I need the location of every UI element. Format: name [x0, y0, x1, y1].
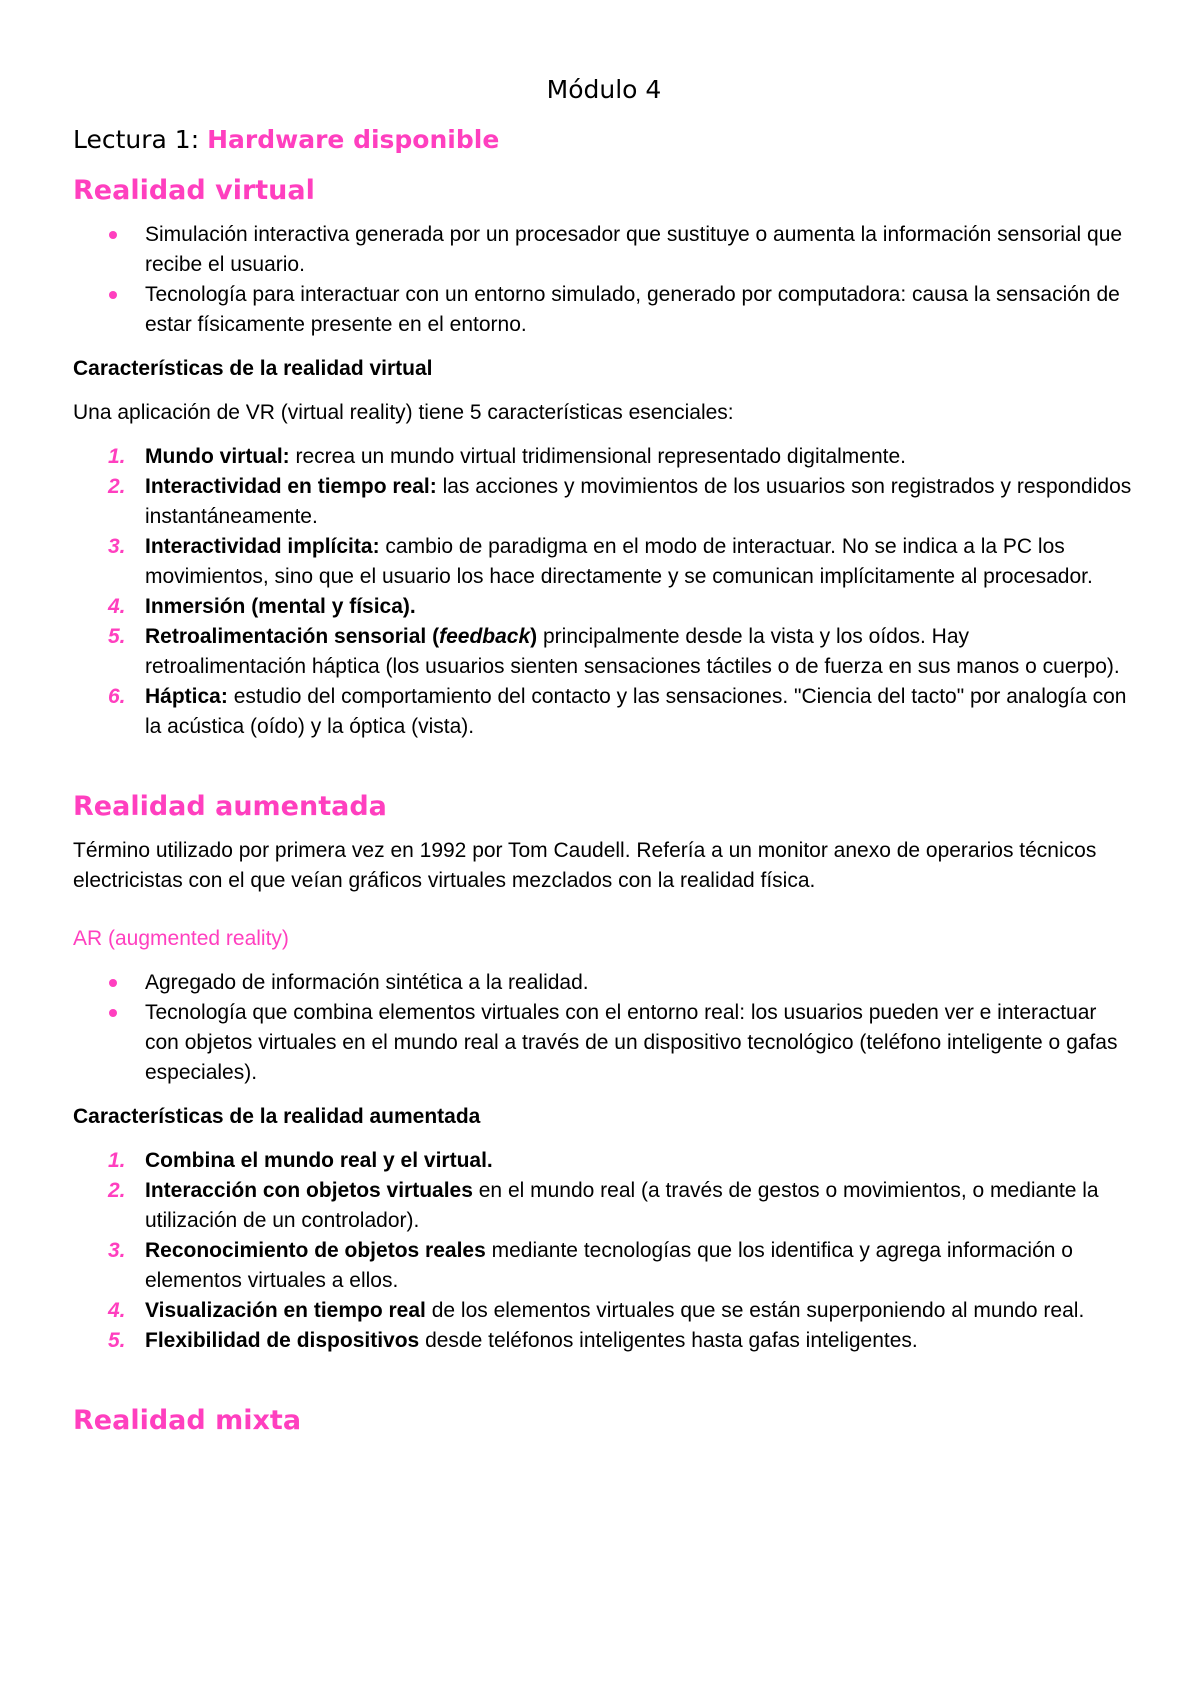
list-item: Simulación interactiva generada por un procesador que sustituye o aumenta la información sensorial que recibe el usuario.	[73, 220, 1135, 280]
list-item: 2. Interactividad en tiempo real: las acciones y movimientos de los usuarios son registrados y respondidos instantáneamente.	[108, 475, 1132, 528]
list-item: 3. Interactividad implícita: cambio de paradigma en el modo de interactuar. No se indica a la PC los movimientos, sino que el usuario los hace directamente y se comunican implícitamente al procesador.	[108, 535, 1093, 588]
bullet-dot-icon	[109, 231, 117, 239]
list-item: 5. Flexibilidad de dispositivos desde teléfonos inteligentes hasta gafas inteligentes.	[108, 1329, 918, 1352]
vr-bullet-list	[73, 220, 1135, 340]
list-item: 6. Háptica: estudio del comportamiento del contacto y las sensaciones. "Ciencia del tacto" por analogía con la acústica (oído) y la óptica (vista).	[108, 685, 1127, 738]
lectura-heading	[73, 120, 1135, 160]
ar-characteristics-heading: Características de la realidad aumentada	[73, 1105, 481, 1128]
list-item: Tecnología para interactuar con un entorno simulado, generado por computadora: causa la sensación de estar físicamente presente en el entorno.	[73, 280, 1135, 340]
list-item: 1. Mundo virtual: recrea un mundo virtual tridimensional representado digitalmente.	[108, 445, 906, 468]
list-item: 4. Inmersión (mental y física).	[108, 595, 416, 618]
list-item: 5. Retroalimentación sensorial (feedback) principalmente desde la vista y los oídos. Hay retroalimentación háptica (los usuarios sienten sensaciones táctiles o de fuerza en sus manos o cuerpo).	[108, 625, 1120, 678]
section-heading-ar: Realidad aumentada	[73, 791, 387, 822]
section-heading-mr: Realidad mixta	[73, 1405, 302, 1436]
ar-bullet-list	[73, 968, 1135, 1088]
list-item: 1. Combina el mundo real y el virtual.	[108, 1149, 493, 1172]
vr-characteristics-heading: Características de la realidad virtual	[73, 357, 433, 380]
section-heading-vr: Realidad virtual	[73, 175, 315, 206]
ar-characteristics-list	[73, 1146, 1135, 1356]
vr-intro: Una aplicación de VR (virtual reality) tiene 5 características esenciales:	[73, 401, 734, 424]
ar-subheading: AR (augmented reality)	[73, 927, 289, 950]
bullet-dot-icon	[109, 291, 117, 299]
list-item: 3. Reconocimiento de objetos reales mediante tecnologías que los identifica y agrega información o elementos virtuales a ellos.	[108, 1239, 1073, 1292]
document-page	[73, 70, 1135, 1450]
list-item: 2. Interacción con objetos virtuales en el mundo real (a través de gestos o movimientos, o mediante la utilización de un controlador).	[108, 1179, 1099, 1232]
lectura-prefix: Lectura 1:	[73, 125, 208, 154]
module-title: Módulo 4	[546, 75, 662, 104]
bullet-dot-icon	[109, 1009, 117, 1017]
list-item: Agregado de información sintética a la realidad.	[73, 968, 1135, 998]
vr-characteristics-list	[73, 442, 1135, 742]
bullet-dot-icon	[109, 979, 117, 987]
lectura-title: Hardware disponible	[207, 125, 500, 154]
list-item: Tecnología que combina elementos virtuales con el entorno real: los usuarios pueden ver e interactuar con objetos virtuales en el mundo real a través de un dispositivo tecnológico (teléfono inteligente o gafas especiales).	[73, 998, 1135, 1088]
ar-intro: Término utilizado por primera vez en 1992 por Tom Caudell. Refería a un monitor anexo de operarios técnicos electricistas con el que veían gráficos virtuales mezclados con la realidad física.	[73, 839, 1097, 892]
list-item: 4. Visualización en tiempo real de los elementos virtuales que se están superponiendo al mundo real.	[108, 1299, 1085, 1322]
